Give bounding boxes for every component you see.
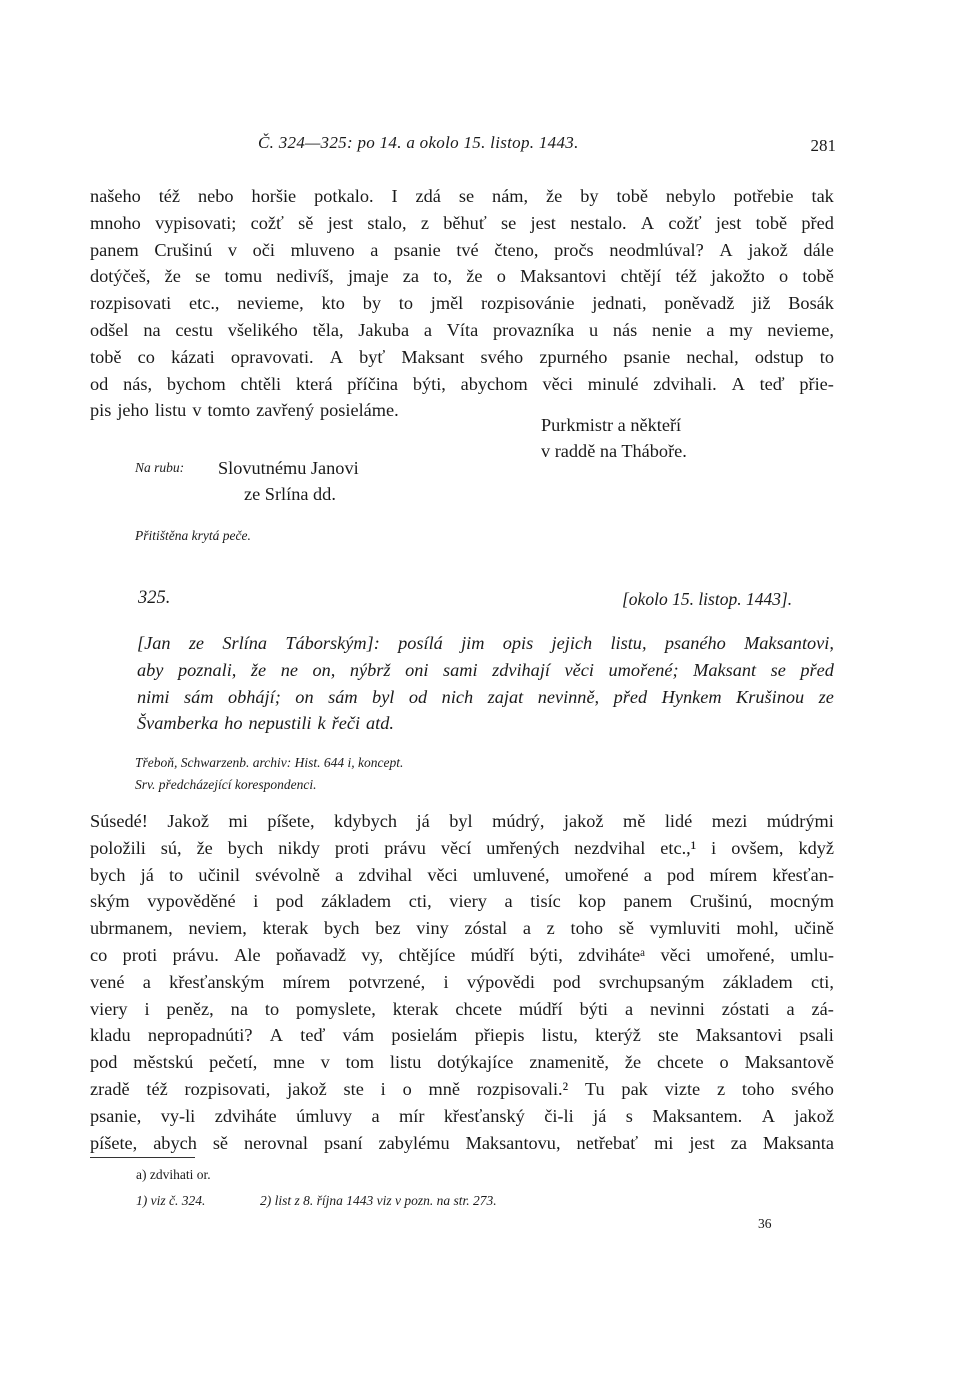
signature-line-1: Purkmistr a někteří <box>541 415 682 435</box>
address-line-2: ze Srlína dd. <box>244 484 336 504</box>
text-line: ským vypověděné i pod základem cti, viery a tisíc kop panem Crušinú, mocným <box>90 891 834 912</box>
text-line: tobě co kázati opravovati. A byť Maksant svého zpurného psanie nechal, odstup to <box>90 346 834 367</box>
letter-325-body <box>90 808 834 1156</box>
text-line: Súsedé! Jakož mi píšete, kdybych já byl múdrý, jakož mě lidé mezi múdrými <box>90 811 834 831</box>
footnote-2: 2) list z 8. října 1443 viz v pozn. na str. 273. <box>260 1193 497 1208</box>
compare-note: Srv. předcházející korespondenci. <box>135 777 317 792</box>
running-title: Č. 324—325: po 14. a okolo 15. listop. 1443. <box>258 133 579 152</box>
text-line: nimi sám obhájí; on sám byl od nich zajat nevinně, před Hynkem Krušinou ze <box>137 686 834 707</box>
signature-line-2: v raddě na Tháboře. <box>541 441 687 461</box>
text-line: pod městskú pečetí, mne v tom listu dotýkajíce znamenitě, že chcete o Maksantově <box>90 1052 834 1073</box>
regest-summary <box>137 630 834 737</box>
address-line-1: Slovutnému Janovi <box>218 458 359 478</box>
page-number: 281 <box>810 136 836 155</box>
text-line: od nás, bychom chtěli která příčina býti, abychom věci minulé zdvihali. A teď přie- <box>90 373 834 394</box>
text-line: psanie, vy-li zdviháte úmluvy a mír křesťanský či-li já s Maksantem. A jakož <box>90 1105 834 1126</box>
text-line: mnoho vypisovati; cožť sě jest stalo, z běhuť se jest nestalo. A cožť jest tobě před <box>90 212 834 233</box>
text-line: rozpisovati etc., nevieme, kto by to jměl rozpisovánie jednati, poněvadž již Bosák <box>90 293 834 314</box>
letter-324-body <box>90 183 834 424</box>
text-line: viery i peněz, na to pomyslete, kterak chcete múdří býti a nevinni zóstati a zá- <box>90 998 834 1019</box>
text-line: vené a křesťanským mírem potvrzené, i výpovědi pod svrchupsaným základem cti, <box>90 971 834 992</box>
sheet-number: 36 <box>758 1216 772 1231</box>
document-number: 325. <box>138 588 171 608</box>
text-line: pis jeho listu v tomto zavřený posieláme. <box>90 400 399 421</box>
text-line: položili sú, že bych nikdy proti právu věcí umřených nezdvihal etc.,¹ i ovšem, když <box>90 837 834 858</box>
text-line: panem Crušinú v oči mluveno a psanie tvé čteno, pročs neodmlúval? A jakož dále <box>90 239 834 260</box>
text-line: ubrmanem, neviem, kterak bych bez viny zóstal a z toho sě vymluviti mohl, učině <box>90 918 834 939</box>
footnote-a: a) zdvihati or. <box>136 1167 211 1182</box>
document-date: [okolo 15. listop. 1443]. <box>622 589 793 609</box>
text-line: píšete, abych sě nerovnal psaní zabylému Maksantovu, netřebať mi jest za Maksanta <box>90 1132 834 1153</box>
footnote-1: 1) viz č. 324. <box>136 1193 206 1208</box>
address-label: Na rubu: <box>135 460 185 475</box>
seal-note: Přitištěna krytá peče. <box>135 528 251 543</box>
text-line: dotýčeš, že se tomu nedivíš, jmaje za to, že o Maksantovi chtějí též jakožto o tobě <box>90 266 834 287</box>
text-line: zradě též rozpisovati, jakož ste i o mně rozpisovali.² Tu pak vizte z toho svého <box>90 1078 834 1099</box>
text-line: co proti právu. Ale poňavadž vy, chtějíce múdří býti, zdviháteᵃ věci umořené, umlu- <box>90 944 834 965</box>
text-line: našeho též nebo horšie potkalo. I zdá se nám, že by tobě nebylo potřebie tak <box>90 186 834 206</box>
text-line: Švamberka ho nepustili k řeči atd. <box>137 713 394 734</box>
footnote-rule <box>90 1157 195 1158</box>
text-line: [Jan ze Srlína Táborským]: posílá jim opis jejich listu, psaného Maksantovi, <box>137 633 834 653</box>
text-line: odšel na cestu všelikého těla, Jakuba a Víta provazníka u nás nenie a my nevieme, <box>90 319 834 340</box>
source-note: Třeboň, Schwarzenb. archiv: Hist. 644 i, koncept. <box>135 755 404 770</box>
text-line: aby poznali, že ne on, nýbrž oni sami zdvihají věci umořené; Maksant se před <box>137 659 834 680</box>
text-line: kladu nepropadnúti? A teď vám posielám přiepis listu, kterýž ste Maksantovi psali <box>90 1025 834 1046</box>
text-line: bych já to učinil svévolně a zdvihal věci umluvené, umořené a pod mírem křesťan- <box>90 864 834 885</box>
